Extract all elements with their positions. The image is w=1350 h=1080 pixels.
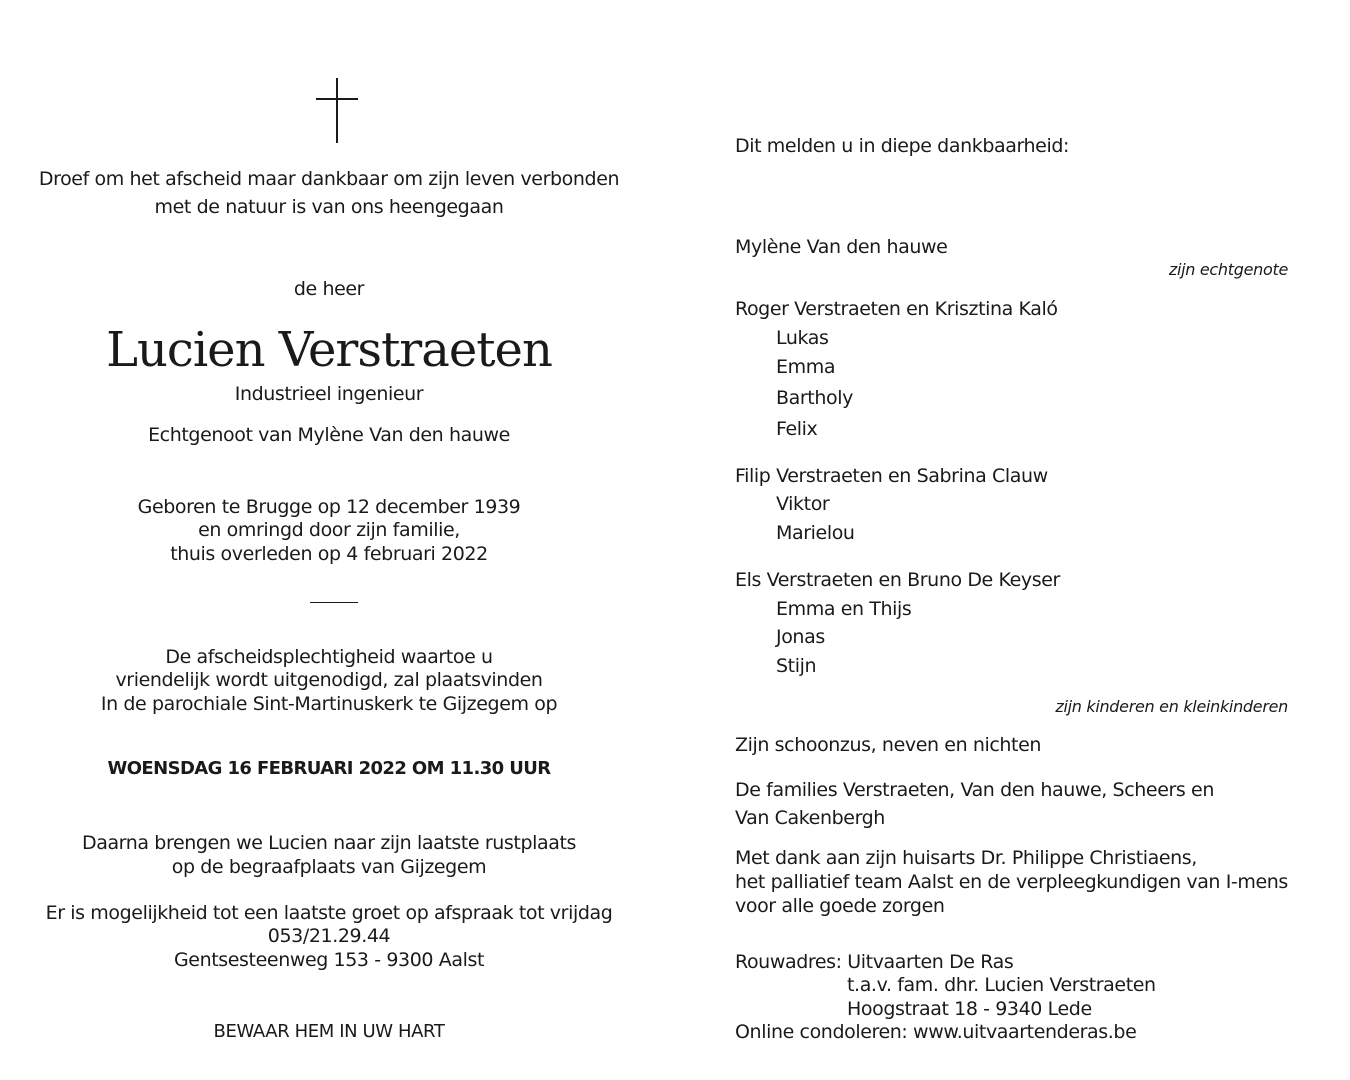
mourning-address-label: Rouwadres: Uitvaarten De Ras (735, 951, 1014, 973)
mourning-address-line-3: Hoogstraat 18 - 9340 Lede (847, 998, 1092, 1020)
divider (310, 602, 358, 603)
ceremony-line-3: In de parochiale Sint-Martinuskerk te Gijzegem op (100, 693, 558, 715)
family-2-child: Marielou (776, 522, 855, 544)
family-3-child: Stijn (776, 655, 817, 677)
ceremony-line-1: De afscheidsplechtigheid waartoe u (165, 646, 493, 668)
cross-vertical (336, 78, 338, 143)
thanks-line-2: het palliatief team Aalst en de verpleegkundigen van I-mens (735, 871, 1288, 893)
mourning-address-line-2: t.a.v. fam. dhr. Lucien Verstraeten (847, 974, 1156, 996)
children-role: zijn kinderen en kleinkinderen (1055, 697, 1288, 716)
greeting-line-1: Er is mogelijkheid tot een laatste groet op afspraak tot vrijdag (45, 902, 613, 924)
family-1-child: Bartholy (776, 387, 853, 409)
burial-line-1: Daarna brengen we Lucien naar zijn laatste rustplaats (81, 832, 577, 854)
family-1-child: Emma (776, 356, 836, 378)
right-intro: Dit melden u in diepe dankbaarheid: (735, 135, 1070, 157)
family-1-child: Lukas (776, 327, 829, 349)
family-3-child: Jonas (776, 626, 825, 648)
ceremony-line-2: vriendelijk wordt uitgenodigd, zal plaatsvinden (115, 669, 543, 691)
in-laws: Zijn schoonzus, neven en nichten (735, 734, 1042, 756)
died-line: thuis overleden op 4 februari 2022 (170, 543, 488, 565)
family-2-child: Viktor (776, 493, 830, 515)
ceremony-datetime: WOENSDAG 16 FEBRUARI 2022 OM 11.30 UUR (107, 758, 551, 779)
family-1-parents: Roger Verstraeten en Krisztina Kaló (735, 298, 1058, 320)
cross-horizontal (316, 98, 358, 100)
thanks-line-3: voor alle goede zorgen (735, 895, 945, 917)
burial-line-2: op de begraafplaats van Gijzegem (171, 856, 487, 878)
greeting-address: Gentsesteenweg 153 - 9300 Aalst (173, 949, 485, 971)
thanks-line-1: Met dank aan zijn huisarts Dr. Philippe Christiaens, (735, 847, 1197, 869)
spouse-line: Echtgenoot van Mylène Van den hauwe (148, 424, 510, 446)
family-3-parents: Els Verstraeten en Bruno De Keyser (735, 569, 1060, 591)
family-3-child: Emma en Thijs (776, 598, 912, 620)
spouse-role: zijn echtgenote (1168, 260, 1288, 279)
closing-line: BEWAAR HEM IN UW HART (213, 1021, 445, 1042)
surrounded-line: en omringd door zijn familie, (198, 519, 460, 541)
online-condolences: Online condoleren: www.uitvaartenderas.be (735, 1021, 1137, 1043)
deceased-name: Lucien Verstraeten (106, 322, 552, 378)
title-prefix: de heer (293, 278, 365, 300)
families-line-2: Van Cakenbergh (735, 807, 885, 829)
intro-line-2: met de natuur is van ons heengegaan (154, 196, 504, 218)
families-line-1: De families Verstraeten, Van den hauwe, Scheers en (735, 779, 1214, 801)
intro-line-1: Droef om het afscheid maar dankbaar om zijn leven verbonden (38, 168, 620, 190)
spouse-name: Mylène Van den hauwe (735, 236, 948, 258)
family-1-child: Felix (776, 418, 818, 440)
born-line: Geboren te Brugge op 12 december 1939 (137, 496, 521, 518)
family-2-parents: Filip Verstraeten en Sabrina Clauw (735, 465, 1048, 487)
profession: Industrieel ingenieur (234, 383, 424, 405)
greeting-phone: 053/21.29.44 (267, 925, 391, 947)
